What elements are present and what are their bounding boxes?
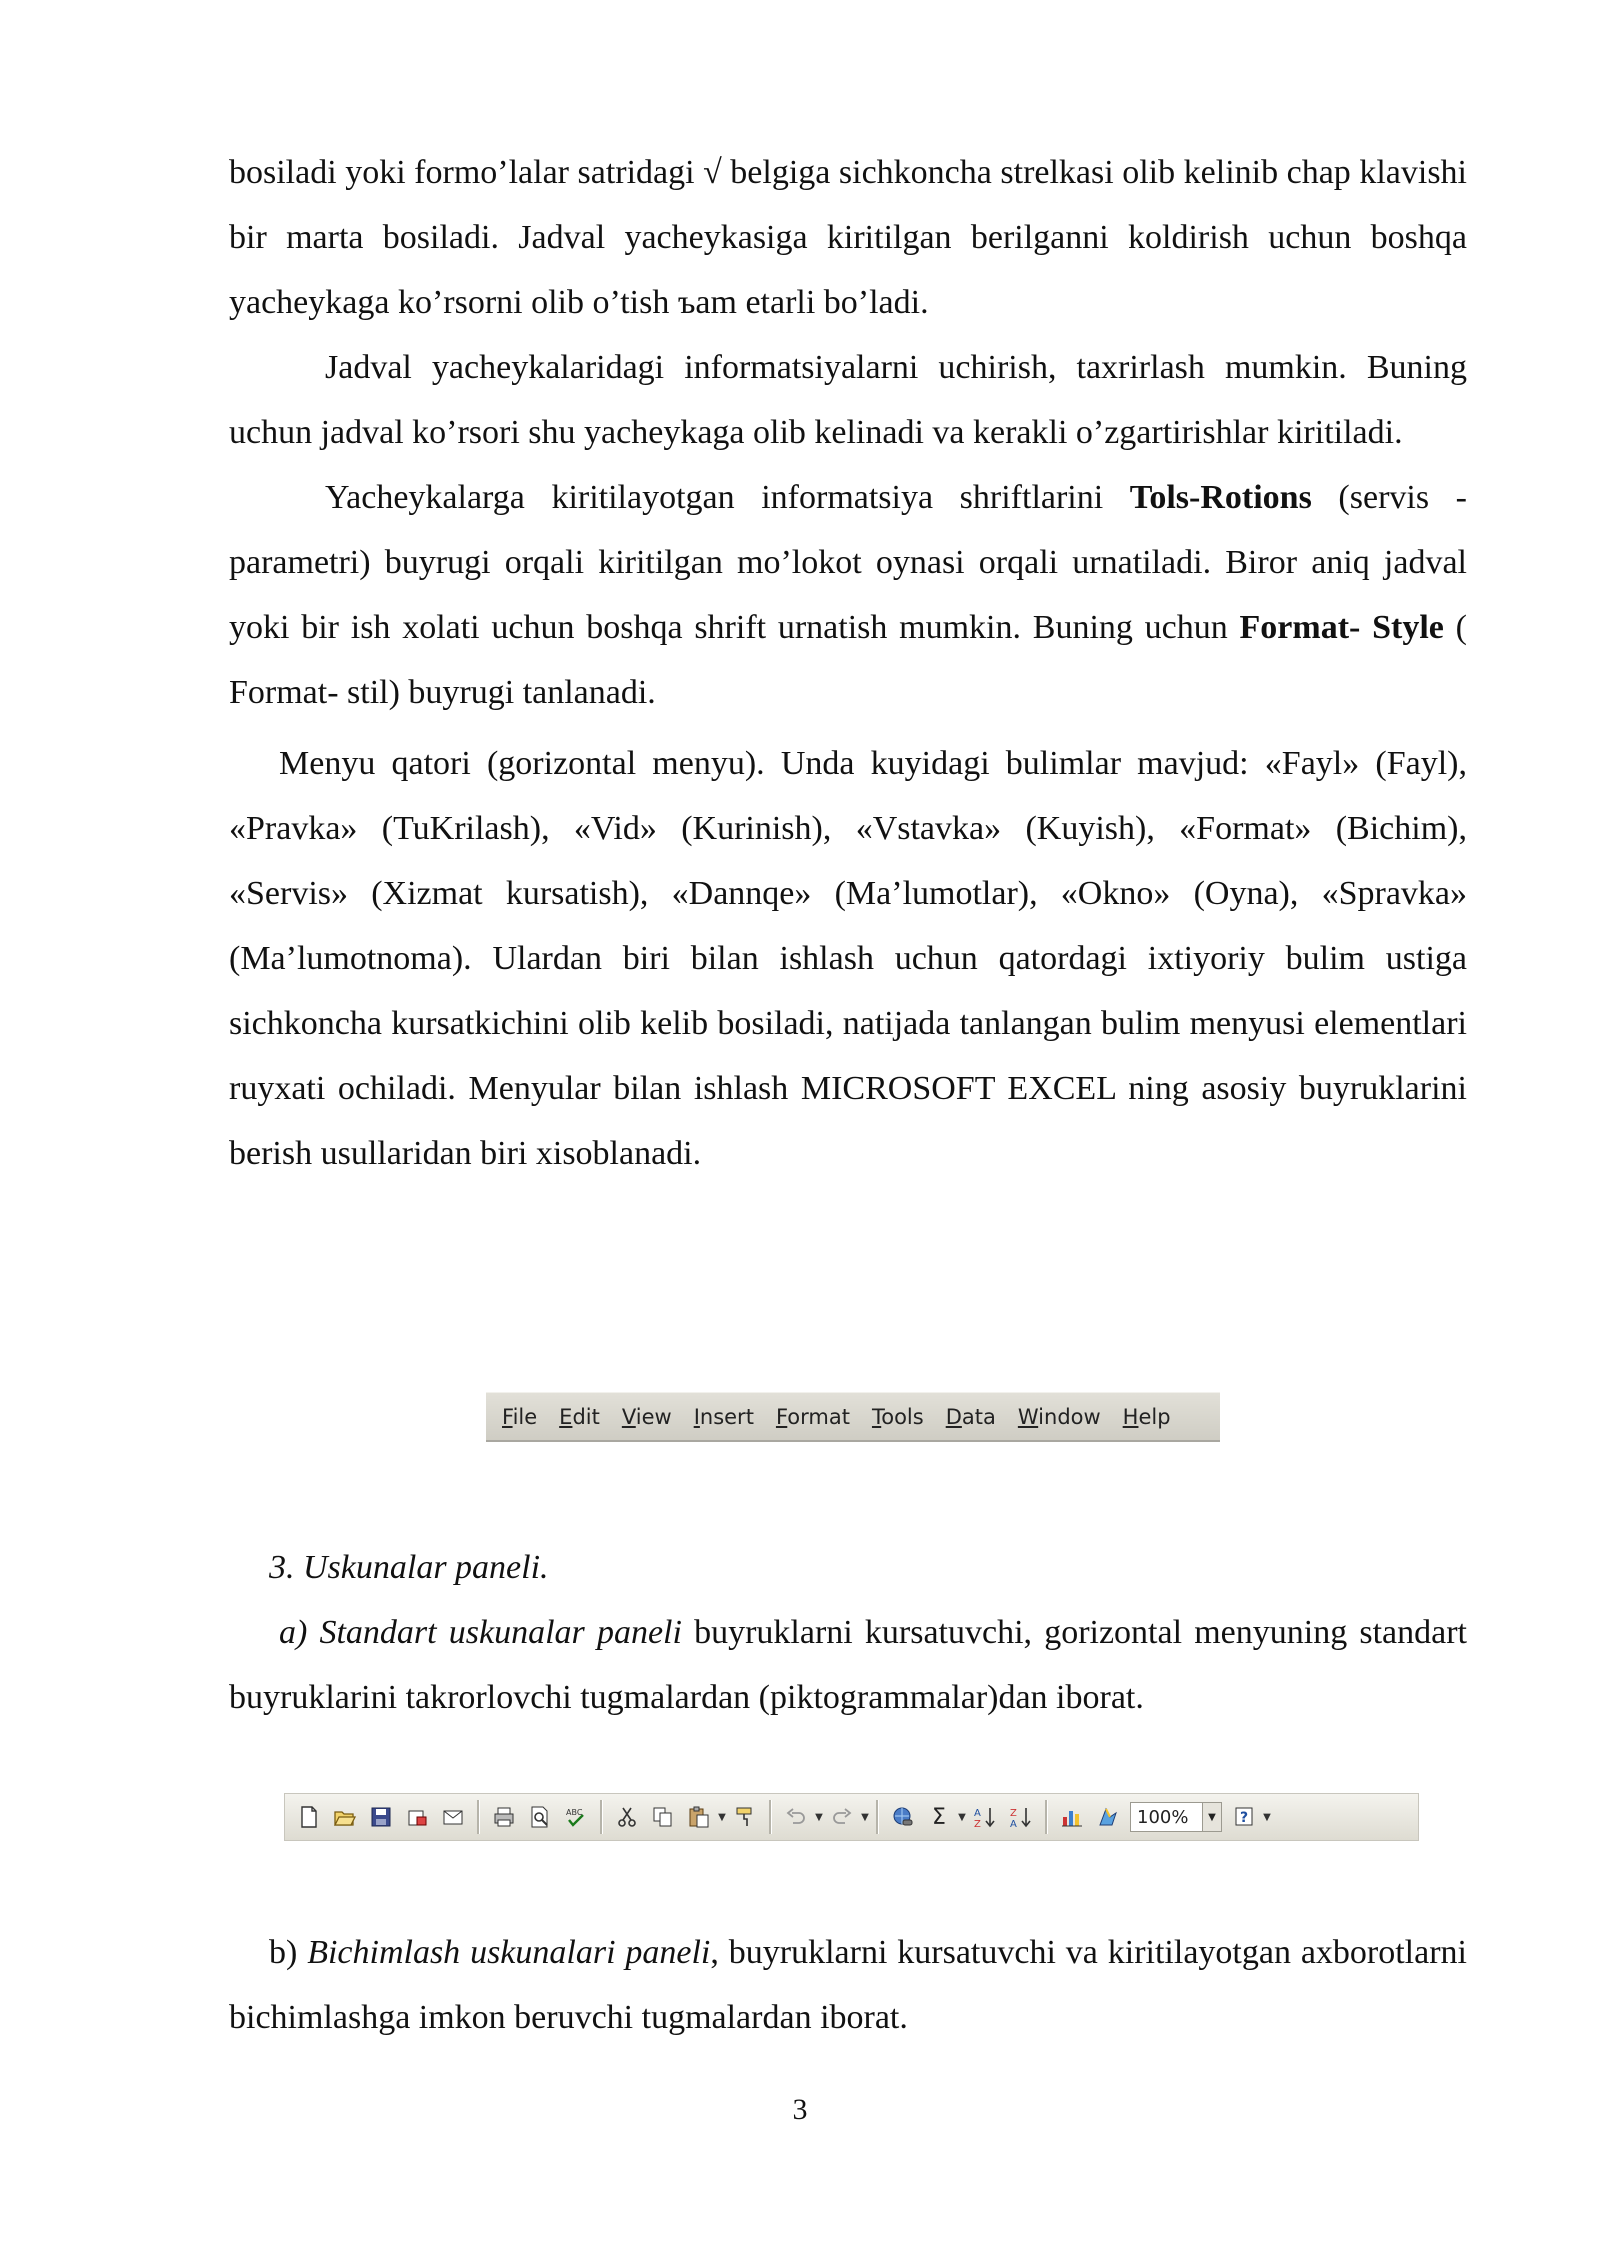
svg-text:A: A <box>1010 1819 1017 1829</box>
svg-text:Z: Z <box>1010 1808 1017 1819</box>
menu-insert[interactable]: Insert <box>693 1404 754 1429</box>
paragraph-3-part-c: ( Format- stil) buyrugi tanlanadi. <box>229 609 1467 711</box>
save-icon[interactable] <box>367 1802 395 1832</box>
toolbar-separator <box>769 1800 772 1834</box>
chevron-down-icon[interactable]: ▼ <box>958 1811 966 1823</box>
paragraph-b-block <box>229 1920 1467 2050</box>
paragraph-3-part-b: (servis - parametri) buyrugi orqali kiritilgan mo’lokot oynasi orqali urnatiladi. Biror aniq jadval yoki bir ish xolati uchun boshqa shrift urnatish mumkin. Buning uchun <box>229 479 1467 646</box>
menu-help[interactable]: Help <box>1122 1404 1171 1429</box>
format-style-bold: Format- Style <box>1239 609 1444 646</box>
cut-icon[interactable] <box>613 1802 641 1832</box>
section-3 <box>229 1535 1467 1730</box>
excel-menu-bar <box>486 1392 1220 1442</box>
hyperlink-icon[interactable] <box>889 1802 917 1832</box>
toolbar-separator <box>1045 1800 1048 1834</box>
zoom-value: 100% <box>1137 1806 1189 1828</box>
toolbar-separator <box>600 1800 603 1834</box>
body-text <box>229 140 1467 1186</box>
autosum-icon[interactable]: Σ <box>932 1804 946 1830</box>
standard-toolbar <box>284 1793 1419 1841</box>
print-preview-icon[interactable] <box>526 1802 554 1832</box>
section-3-heading: 3. Uskunalar paneli. <box>269 1549 549 1586</box>
zoom-select[interactable] <box>1130 1802 1222 1832</box>
svg-text:Z: Z <box>974 1819 981 1829</box>
chevron-down-icon[interactable]: ▼ <box>815 1811 823 1823</box>
menu-file[interactable]: File <box>502 1404 538 1429</box>
menu-format[interactable]: Format <box>775 1404 850 1429</box>
svg-text:A: A <box>974 1808 981 1819</box>
page-number: 3 <box>792 2093 808 2126</box>
tols-rotions-bold: Tols-Rotions <box>1129 479 1312 516</box>
undo-icon[interactable] <box>782 1802 810 1832</box>
help-icon[interactable] <box>1230 1802 1258 1832</box>
menu-window[interactable]: Window <box>1017 1404 1101 1429</box>
menu-view[interactable]: View <box>621 1404 672 1429</box>
paragraph-1: bosiladi yoki formo’lalar satridagi √ belgiga sichkoncha strelkasi olib kelinib chap klavishi bir marta bosiladi. Jadval yacheykasiga kiritilgan berilganni koldirish uchun boshqa yacheykaga ko’rsorni olib o’tish ъam etarli bo’ladi. <box>229 154 1467 321</box>
standart-panel-label: a) Standart uskunalar paneli <box>279 1614 682 1651</box>
chevron-down-icon[interactable]: ▼ <box>861 1811 869 1823</box>
paste-icon[interactable] <box>685 1802 713 1832</box>
paragraph-3-part-a: Yacheykalarga kiritilayotgan informatsiya shriftlarini <box>325 479 1130 516</box>
chevron-down-icon[interactable]: ▼ <box>718 1811 726 1823</box>
paragraph-b-prefix: b) <box>269 1934 308 1971</box>
svg-text:?: ? <box>1240 1810 1249 1826</box>
sort-ascending-icon[interactable] <box>971 1802 999 1832</box>
menu-tools[interactable]: Tools <box>871 1404 924 1429</box>
permission-icon[interactable] <box>403 1802 431 1832</box>
toolbar-separator <box>477 1800 480 1834</box>
copy-icon[interactable] <box>649 1802 677 1832</box>
redo-icon[interactable] <box>828 1802 856 1832</box>
sort-descending-icon[interactable] <box>1007 1802 1035 1832</box>
chart-wizard-icon[interactable] <box>1058 1802 1086 1832</box>
menu-data[interactable]: Data <box>945 1404 996 1429</box>
new-icon[interactable] <box>295 1802 323 1832</box>
print-icon[interactable] <box>490 1802 518 1832</box>
chevron-down-icon[interactable]: ▼ <box>1263 1811 1271 1823</box>
chevron-down-icon[interactable]: ▼ <box>1202 1803 1221 1831</box>
format-painter-icon[interactable] <box>731 1802 759 1832</box>
bichimlash-panel-label: Bichimlash uskunalari paneli <box>307 1934 711 1971</box>
email-icon[interactable] <box>439 1802 467 1832</box>
paragraph-2: Jadval yacheykalaridagi informatsiyalarni uchirish, taxrirlash mumkin. Buning uchun jadval ko’rsori shu yacheykaga olib kelinadi va kerakli o’zgartirishlar kiritiladi. <box>229 349 1467 451</box>
paragraph-b-text: , buyruklarni kursatuvchi va kiritilayotgan axborotlarni bichimlashga imkon beruvchi tugmalardan iborat. <box>229 1934 1467 2036</box>
spelling-icon[interactable] <box>562 1802 590 1832</box>
paragraph-a <box>229 1600 1467 1730</box>
open-icon[interactable] <box>331 1802 359 1832</box>
drawing-icon[interactable] <box>1094 1802 1122 1832</box>
paragraph-4: Menyu qatori (gorizontal menyu). Unda kuyidagi bulimlar mavjud: «Fayl» (Fayl), «Pravka» (TuKrilash), «Vid» (Kurinish), «Vstavka» (Kuyish), «Format» (Bichim), «Servis» (Xizmat kursatish), «Dannqe» (Ma’lumotlar), «Okno» (Oyna), «Spravka» (Ma’lumotnoma). Ulardan biri bilan ishlash uchun qatordagi ixtiyoriy bulim ustiga sichkoncha kursatkichini olib kelib bosiladi, natijada tanlangan bulim menyusi elementlari ruyxati ochiladi. Menyular bilan ishlash MICROSOFT EXCEL ning asosiy buyruklarini berish usullaridan biri xisoblanadi. <box>229 745 1467 1172</box>
svg-text:ABC: ABC <box>566 1808 583 1817</box>
menu-edit[interactable]: Edit <box>559 1404 600 1429</box>
paragraph-a-text: buyruklarni kursatuvchi, gorizontal menyuning standart buyruklarini takrorlovchi tugmalardan (piktogrammalar)dan iborat. <box>229 1614 1467 1716</box>
paragraph-3 <box>229 465 1467 725</box>
toolbar-separator <box>876 1800 879 1834</box>
paragraph-b <box>229 1920 1467 2050</box>
